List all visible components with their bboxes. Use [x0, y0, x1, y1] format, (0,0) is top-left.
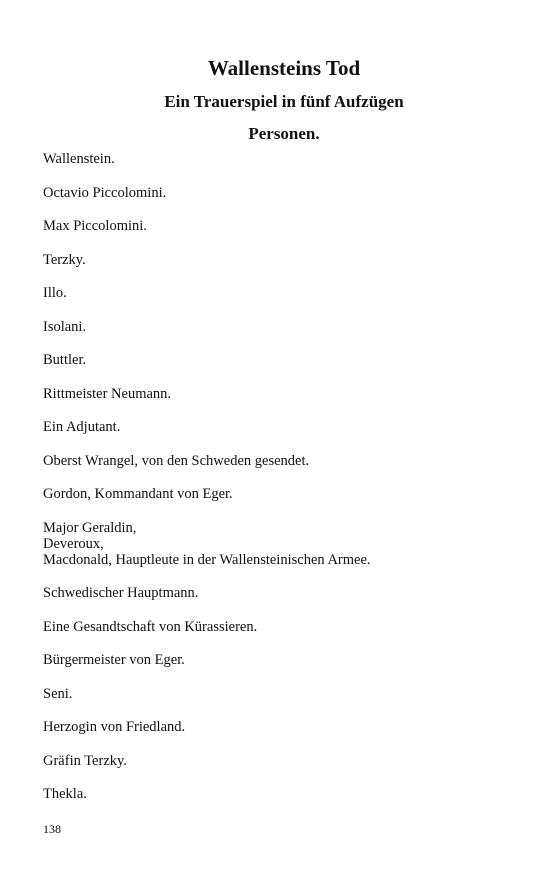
cast-item: Eine Gesandtschaft von Kürassieren.	[43, 618, 258, 635]
cast-item: Gordon, Kommandant von Eger.	[43, 486, 233, 502]
cast-item: Buttler.	[43, 352, 87, 368]
cast-item: Oberst Wrangel, von den Schweden gesendet.	[43, 452, 310, 469]
cast-item: Octavio Piccolomini.	[43, 184, 167, 201]
cast-item: Gräfin Terzky.	[43, 752, 127, 769]
cast-item: Terzky.	[43, 251, 86, 268]
cast-group-item	[43, 520, 513, 568]
cast-item: Max Piccolomini.	[43, 218, 147, 234]
cast-group-line: Macdonald, Hauptleute in der Wallensteinischen Armee.	[43, 551, 371, 568]
play-title: Wallensteins Tod	[207, 56, 361, 80]
cast-item: Herzogin von Friedland.	[43, 719, 186, 735]
cast-item: Schwedischer Hauptmann.	[43, 585, 199, 601]
play-subtitle: Ein Trauerspiel in fünf Aufzügen	[164, 92, 404, 111]
cast-item: Ein Adjutant.	[43, 419, 121, 435]
cast-item: Wallenstein.	[43, 151, 115, 167]
cast-item: Rittmeister Neumann.	[43, 385, 172, 402]
cast-item: Bürgermeister von Eger.	[43, 652, 185, 668]
page-number: 138	[43, 822, 61, 836]
cast-list	[43, 151, 513, 820]
cast-item: Illo.	[43, 285, 67, 301]
cast-group-line: Deveroux,	[43, 535, 104, 552]
cast-heading: Personen.	[248, 124, 320, 143]
cast-item: Thekla.	[43, 786, 87, 802]
cast-group-line: Major Geraldin,	[43, 519, 137, 536]
cast-item: Isolani.	[43, 318, 87, 335]
cast-item: Seni.	[43, 685, 73, 702]
